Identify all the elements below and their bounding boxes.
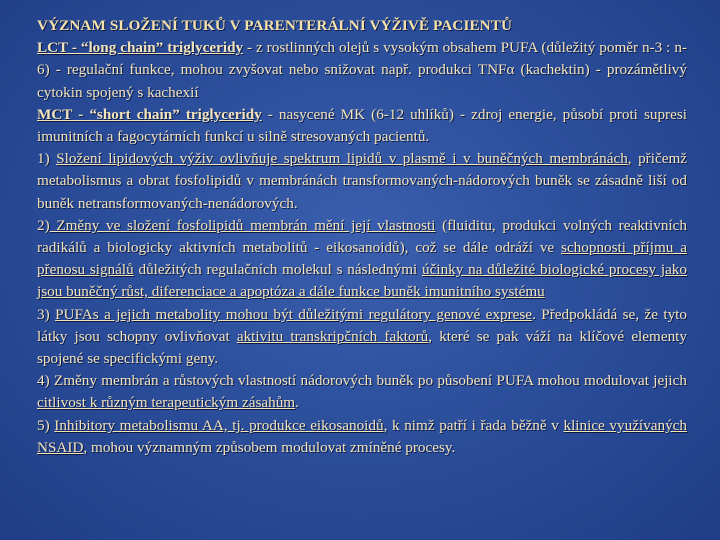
slide-body — [37, 15, 687, 459]
point-5-underlined-2: klinice využívaných NSAID — [37, 416, 688, 456]
lct-paragraph — [37, 37, 687, 104]
point-3-underlined-2: aktivitu transkripčních faktorů — [236, 327, 429, 345]
point-4-text-1: 4) Změny membrán a růstových vlastností nádorových buněk po působení PUFA mohou modulovat jejich — [37, 372, 687, 390]
point-3-number: 3) — [37, 305, 56, 323]
point-1 — [37, 148, 687, 215]
point-1-text: , přičemž metabolismus a obrat fosfolipidů v membránách transformovaných-nádorových buněk se zásadně liší od buněk netransformovaných-nenádorových. — [37, 150, 687, 212]
point-4 — [37, 370, 687, 414]
point-5-number: 5) — [37, 416, 55, 434]
point-1-underlined: Složení lipidových výživ ovlivňuje spektrum lipidů v plasmě i v buněčných membránách — [56, 150, 628, 168]
point-2-underlined-1: Změny ve složení fosfolipidů membrán mění její vlastnosti — [49, 216, 436, 234]
point-4-underlined: citlivost k různým terapeutickým zásahům — [37, 394, 296, 412]
point-3-text-2: , které se pak váží na klíčové elementy spojené se specifickými geny. — [37, 327, 687, 368]
point-1-number: 1) — [37, 150, 57, 168]
point-2-underlined-2: schopnosti příjmu a přenosu signálů — [37, 239, 687, 279]
point-3-underlined-1: PUFAs a jejich metabolity mohou být důležitými regulátory genové exprese — [55, 305, 533, 323]
lct-text: - z rostlinných olejů s vysokým obsahem PUFA (důležitý poměr n-3 : n-6) - regulační funkce, mohou zvyšovat nebo snižovat např. produkci TNFα (kachektin) - prozámětlivý cytokin spojený s kachexií — [37, 39, 687, 101]
point-3-text-1: . Předpokládá se, že tyto látky jsou schopny ovlivňovat — [37, 305, 687, 345]
slide-title: VÝZNAM SLOŽENÍ TUKŮ V PARENTERÁLNÍ VÝŽIVĚ PACIENTŮ — [37, 17, 513, 34]
point-2-text-2: důležitých regulačních molekul s následnými — [133, 261, 423, 279]
point-2 — [37, 215, 687, 304]
point-5-underlined-1: Inhibitory metabolismu AA, tj. produkce eikosanoidů — [54, 416, 384, 434]
mct-paragraph — [37, 104, 687, 148]
point-5-text-1: , k nimž patří i řada běžně v — [383, 416, 564, 434]
point-2-number: 2) — [37, 216, 50, 234]
point-2-text-1: (fluiditu, produkci volných reaktivních radikálů a biologicky aktivních metabolitů - eikosanoidů), což se dále odráží ve — [37, 216, 687, 257]
point-5-text-2: , mohou významným způsobem modulovat zmíněné procesy. — [83, 438, 456, 456]
point-4-text-2: . — [295, 394, 299, 412]
mct-term: MCT - “short chain” triglyceridy — [37, 105, 262, 123]
point-3 — [37, 304, 687, 371]
mct-text: - nasycené MK (6-12 uhlíků) - zdroj energie, působí proti supresi imunitních a fagocytárních funkcí u silně stresovaných pacientů. — [37, 105, 687, 146]
lct-term: LCT - “long chain” triglyceridy — [37, 39, 244, 57]
point-2-underlined-3: účinky na důležité biologické procesy jako jsou buněčný růst, diferenciace a apoptóza a dále funkce buněk imunitního systému — [37, 261, 687, 301]
point-5 — [37, 415, 687, 459]
